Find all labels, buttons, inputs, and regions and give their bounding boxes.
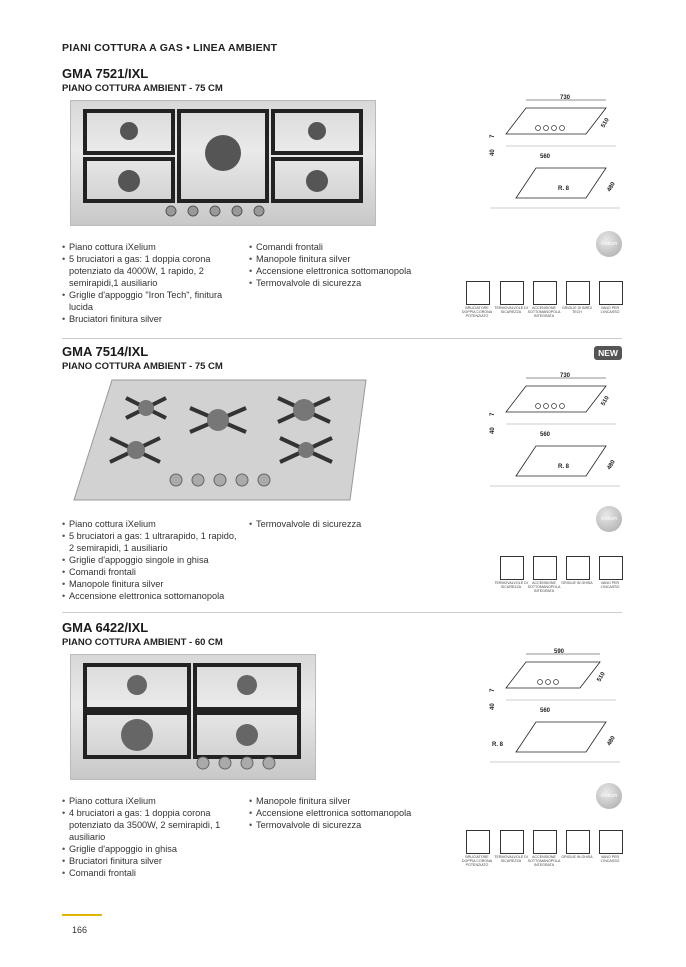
feature-item: • Manopole finitura silver xyxy=(249,795,429,807)
section-title: PIANI COTTURA A GAS • LINEA AMBIENT xyxy=(62,42,278,54)
grid-icon xyxy=(566,830,590,854)
dim-depth: 510 xyxy=(600,117,611,129)
new-badge: NEW xyxy=(594,346,622,360)
dim-height-2: 7 xyxy=(490,412,496,416)
product-subtitle: PIANO COTTURA AMBIENT - 60 CM xyxy=(62,637,223,648)
feature-item: • Accensione elettronica sottomanopola xyxy=(62,590,240,602)
icon-label: TERMOVALVOLE DI SICUREZZA xyxy=(494,581,528,590)
burner-icon xyxy=(466,830,490,854)
icon-label: ACCENSIONE SOTTOMANOPOLA INTEGRATA xyxy=(527,581,561,594)
icon-label: ACCENSIONE SOTTOMANOPOLA INTEGRATA xyxy=(527,306,561,319)
icon-label: VANO PER L'INCASSO xyxy=(600,306,620,315)
feature-item: • Comandi frontali xyxy=(62,867,240,879)
install-icon xyxy=(599,556,623,580)
grid-icon xyxy=(566,556,590,580)
feature-item: • 5 bruciatori a gas: 1 ultrarapido, 1 rapido, 2 semirapidi, 1 ausiliario xyxy=(62,530,240,554)
features-list-left xyxy=(62,241,240,325)
dim-height-2: 7 xyxy=(490,688,496,692)
dim-cutout-depth: 480 xyxy=(606,181,617,193)
divider xyxy=(62,612,622,613)
grid-icon xyxy=(566,281,590,305)
icon-label: BRUCIATORE DOPPIA CORONA POTENZIATO xyxy=(461,855,493,868)
dim-width: 590 xyxy=(554,649,565,655)
feature-item: • Comandi frontali xyxy=(62,566,240,578)
divider xyxy=(62,338,622,339)
page-number: 166 xyxy=(72,925,88,935)
feature-item: • 5 bruciatori a gas: 1 doppia corona potenziato da 4000W, 1 rapido, 2 semirapidi,1 ausiliario xyxy=(62,253,240,289)
feature-item: • Manopole finitura silver xyxy=(249,253,429,265)
features-list-right xyxy=(249,795,429,831)
feature-item: • 4 bruciatori a gas: 1 doppia corona potenziato da 3500W, 2 semirapidi, 1 ausiliario xyxy=(62,807,240,843)
feature-item: • Termovalvole di sicurezza xyxy=(249,819,429,831)
thermo-icon xyxy=(500,830,524,854)
feature-item: • Bruciatori finitura silver xyxy=(62,855,240,867)
ixelium-badge: iXelium xyxy=(596,231,622,257)
dim-height-2: 7 xyxy=(490,134,496,138)
features-list-left xyxy=(62,795,240,879)
hob-image xyxy=(70,654,316,780)
dim-cutout-width: 560 xyxy=(540,432,551,438)
icon-label: VANO PER L'INCASSO xyxy=(600,855,620,864)
feature-item: • Termovalvole di sicurezza xyxy=(249,277,429,289)
feature-item: • Bruciatori finitura silver xyxy=(62,313,240,325)
product-model: GMA 7521/IXL xyxy=(62,66,149,81)
feature-item: • Comandi frontali xyxy=(249,241,429,253)
feature-item: • Griglie d'appoggio in ghisa xyxy=(62,843,240,855)
ignition-icon xyxy=(533,556,557,580)
burner-icon xyxy=(466,281,490,305)
feature-item: • Manopole finitura silver xyxy=(62,578,240,590)
icon-label: VANO PER L'INCASSO xyxy=(600,581,620,590)
icon-label: BRUCIATORE DOPPIA CORONA POTENZIATO xyxy=(461,306,493,319)
feature-item: • Piano cottura iXelium xyxy=(62,241,240,253)
features-list-left xyxy=(62,518,240,602)
icon-label: TERMOVALVOLE DI SICUREZZA xyxy=(494,306,528,315)
product-model: GMA 7514/IXL xyxy=(62,344,149,359)
dim-cutout-width: 560 xyxy=(540,708,551,714)
dim-cutout-depth: 480 xyxy=(606,459,617,471)
hob-illustration xyxy=(71,101,375,225)
dimension-diagram xyxy=(484,94,624,214)
dim-radius: R. 8 xyxy=(492,742,504,748)
dimension-diagram xyxy=(484,372,624,492)
hob-image xyxy=(70,376,370,506)
dim-depth: 510 xyxy=(600,395,611,407)
feature-item: • Piano cottura iXelium xyxy=(62,518,240,530)
feature-item: • Termovalvole di sicurezza xyxy=(249,518,429,530)
icon-label: GRIGLIE IN GHISA xyxy=(561,855,593,859)
feature-item: • Griglie d'appoggio "Iron Tech", finitura lucida xyxy=(62,289,240,313)
page-accent-bar xyxy=(62,914,102,916)
dim-radius: R. 8 xyxy=(558,186,570,192)
product-subtitle: PIANO COTTURA AMBIENT - 75 CM xyxy=(62,361,223,372)
dimension-diagram xyxy=(484,648,624,768)
features-list-right xyxy=(249,241,429,289)
ixelium-badge: iXelium xyxy=(596,783,622,809)
install-icon xyxy=(599,281,623,305)
icon-label: GRIGLIE DI BIRDI TECH xyxy=(562,306,592,315)
hob-image xyxy=(70,100,376,226)
dim-height: 40 xyxy=(490,149,496,156)
feature-item: • Griglie d'appoggio singole in ghisa xyxy=(62,554,240,566)
dim-width: 730 xyxy=(560,373,571,379)
hob-illustration xyxy=(70,376,370,506)
icon-label: ACCENSIONE SOTTOMANOPOLA INTEGRATA xyxy=(527,855,561,868)
product-subtitle: PIANO COTTURA AMBIENT - 75 CM xyxy=(62,83,223,94)
dim-radius: R. 8 xyxy=(558,464,570,470)
dim-depth: 510 xyxy=(596,671,607,683)
dim-height: 40 xyxy=(490,427,496,434)
feature-item: • Piano cottura iXelium xyxy=(62,795,240,807)
dim-width: 730 xyxy=(560,95,571,101)
icon-label: TERMOVALVOLE DI SICUREZZA xyxy=(494,855,528,864)
feature-item: • Accensione elettronica sottomanopola xyxy=(249,807,429,819)
ixelium-badge: iXelium xyxy=(596,506,622,532)
dim-cutout-width: 560 xyxy=(540,154,551,160)
thermo-icon xyxy=(500,556,524,580)
features-list-right xyxy=(249,518,429,530)
ignition-icon xyxy=(533,281,557,305)
feature-item: • Accensione elettronica sottomanopola xyxy=(249,265,429,277)
dim-cutout-depth: 480 xyxy=(606,735,617,747)
product-model: GMA 6422/IXL xyxy=(62,620,149,635)
dim-height: 40 xyxy=(490,703,496,710)
ignition-icon xyxy=(533,830,557,854)
thermo-icon xyxy=(500,281,524,305)
install-icon xyxy=(599,830,623,854)
hob-illustration xyxy=(71,655,315,779)
icon-label: GRIGLIE IN GHISA xyxy=(561,581,593,585)
